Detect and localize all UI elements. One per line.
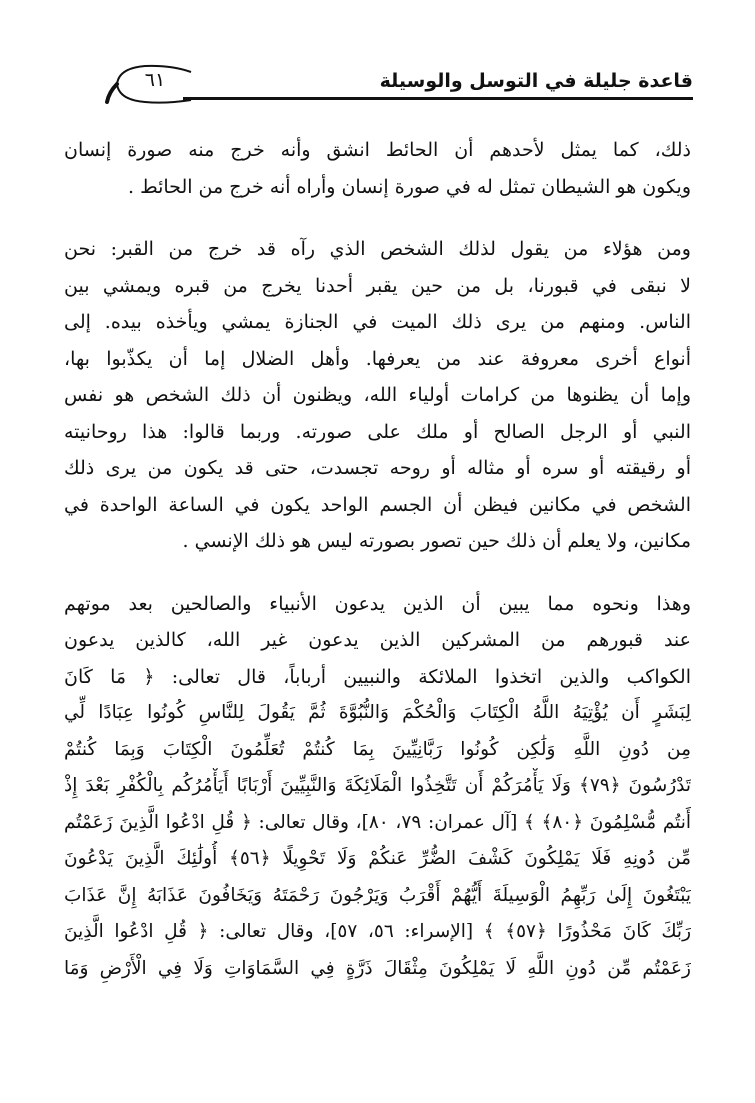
text-line: لا نبقى في قبورنا، بل من حين يقبر أحدنا يخرج من قبره ويمشي بين <box>64 274 691 297</box>
paragraph-2 <box>64 231 691 560</box>
text-line: وإما أن يظنوها من كرامات أولياء الله، ويظنون أن ذلك الشخص هو نفس <box>64 384 691 406</box>
text-line: أو رقيقته أو سره أو مثاله أو روحه تجسدت، حتى قد يكون من يرى ذلك <box>64 457 691 479</box>
text-line: عند قبورهم من المشركين الذين يدعون غير الله، كالذين يدعون <box>64 629 691 651</box>
quran-verse-line: رَبِّكَ كَانَ مَحْذُورًا ﴿٥٧﴾ ﴾ [الإسراء: ٥٦، ٥٧]، وقال تعالى: ﴿ قُلِ ادْعُوا الَّذِينَ <box>64 921 691 942</box>
text-line: النبي أو الرجل الصالح أو ملك على صورته. وربما قالوا: هذا روحانيته <box>64 420 691 443</box>
quran-verse-line: مِن دُونِ اللَّهِ وَلَٰكِن كُونُوا رَبَّانِيِّينَ بِمَا كُنتُمْ تُعَلِّمُونَ الْكِتَابَ وَبِمَا كُنتُمْ <box>64 738 691 760</box>
text-line: الناس. ومنهم من يرى ذلك الميت في الجنازة يمشي ويأخذه بيده. إلى <box>64 311 691 333</box>
page-body <box>64 132 691 1013</box>
quran-verse-line: يَبْتَغُونَ إِلَىٰ رَبِّهِمُ الْوَسِيلَةَ أَيُّهُمْ أَقْرَبُ وَيَرْجُونَ رَحْمَتَهُ وَيَخَافُونَ عَذَابَهُ إِنَّ عَذَابَ <box>64 884 691 906</box>
page-number: ٦١ <box>144 69 166 91</box>
text-line: ويكون هو الشيطان تمثل له في صورة إنسان وأراه أنه خرج من الحائط . <box>127 175 691 198</box>
quran-verse-line: أَنتُم مُّسْلِمُونَ ﴿٨٠﴾ ﴾ [آل عمران: ٧٩، ٨٠]، وقال تعالى: ﴿ قُلِ ادْعُوا الَّذِينَ زَعَمْتُم <box>64 811 691 833</box>
text-line: الكواكب والذين اتخذوا الملائكة والنبيين أرباباً، قال تعالى: ﴿ مَا كَانَ <box>64 665 691 688</box>
paragraph-3 <box>64 586 691 988</box>
running-header <box>105 64 693 104</box>
book-title: قاعدة جليلة في التوسل والوسيلة <box>379 70 693 92</box>
text-line: ومن هؤلاء من يقول لذلك الشخص الذي رآه قد خرج من القبر: نحن <box>64 238 691 260</box>
text-line: الشخص في مكانين فيظن أن الجسم الواحد يكون في الساعة الواحدة في <box>64 493 691 516</box>
text-line: أنواع أخرى معروفة عند من يعرفها. وأهل الضلال إما أن يكذّبوا بها، <box>64 347 691 370</box>
text-line: مكانين، ولا يعلم أن ذلك حين تصور بصورته ليس هو ذلك الإنسي . <box>182 530 691 552</box>
quran-verse-line: مِّن دُونِهِ فَلَا يَمْلِكُونَ كَشْفَ الضُّرِّ عَنكُمْ وَلَا تَحْوِيلًا ﴿٥٦﴾ أُولَٰئِكَ الَّذِينَ يَدْعُونَ <box>64 848 691 869</box>
text-line: ذلك، كما يمثل لأحدهم أن الحائط انشق وأنه خرج منه صورة إنسان <box>64 139 691 161</box>
paragraph-1 <box>64 132 691 205</box>
quran-verse-line: زَعَمْتُم مِّن دُونِ اللَّهِ لَا يَمْلِكُونَ مِثْقَالَ ذَرَّةٍ فِي السَّمَاوَاتِ وَلَا فِي الْأَرْضِ وَمَا <box>64 957 691 979</box>
quran-verse-line: تَدْرُسُونَ ﴿٧٩﴾ وَلَا يَأْمُرَكُمْ أَن تَتَّخِذُوا الْمَلَائِكَةَ وَالنَّبِيِّينَ أَرْبَابًا أَيَأْمُرُكُم بِالْكُفْرِ بَعْدَ إِذْ <box>64 775 691 796</box>
text-line: وهذا ونحوه مما يبين أن الذين يدعون الأنبياء والصالحين بعد موتهم <box>64 592 691 615</box>
quran-verse-line: لِبَشَرٍ أَن يُؤْتِيَهُ اللَّهُ الْكِتَابَ وَالْحُكْمَ وَالنُّبُوَّةَ ثُمَّ يَقُولَ لِلنَّاسِ كُونُوا عِبَادًا لِّي <box>64 702 691 723</box>
header-rule <box>183 97 693 100</box>
page-number-badge <box>105 64 193 104</box>
